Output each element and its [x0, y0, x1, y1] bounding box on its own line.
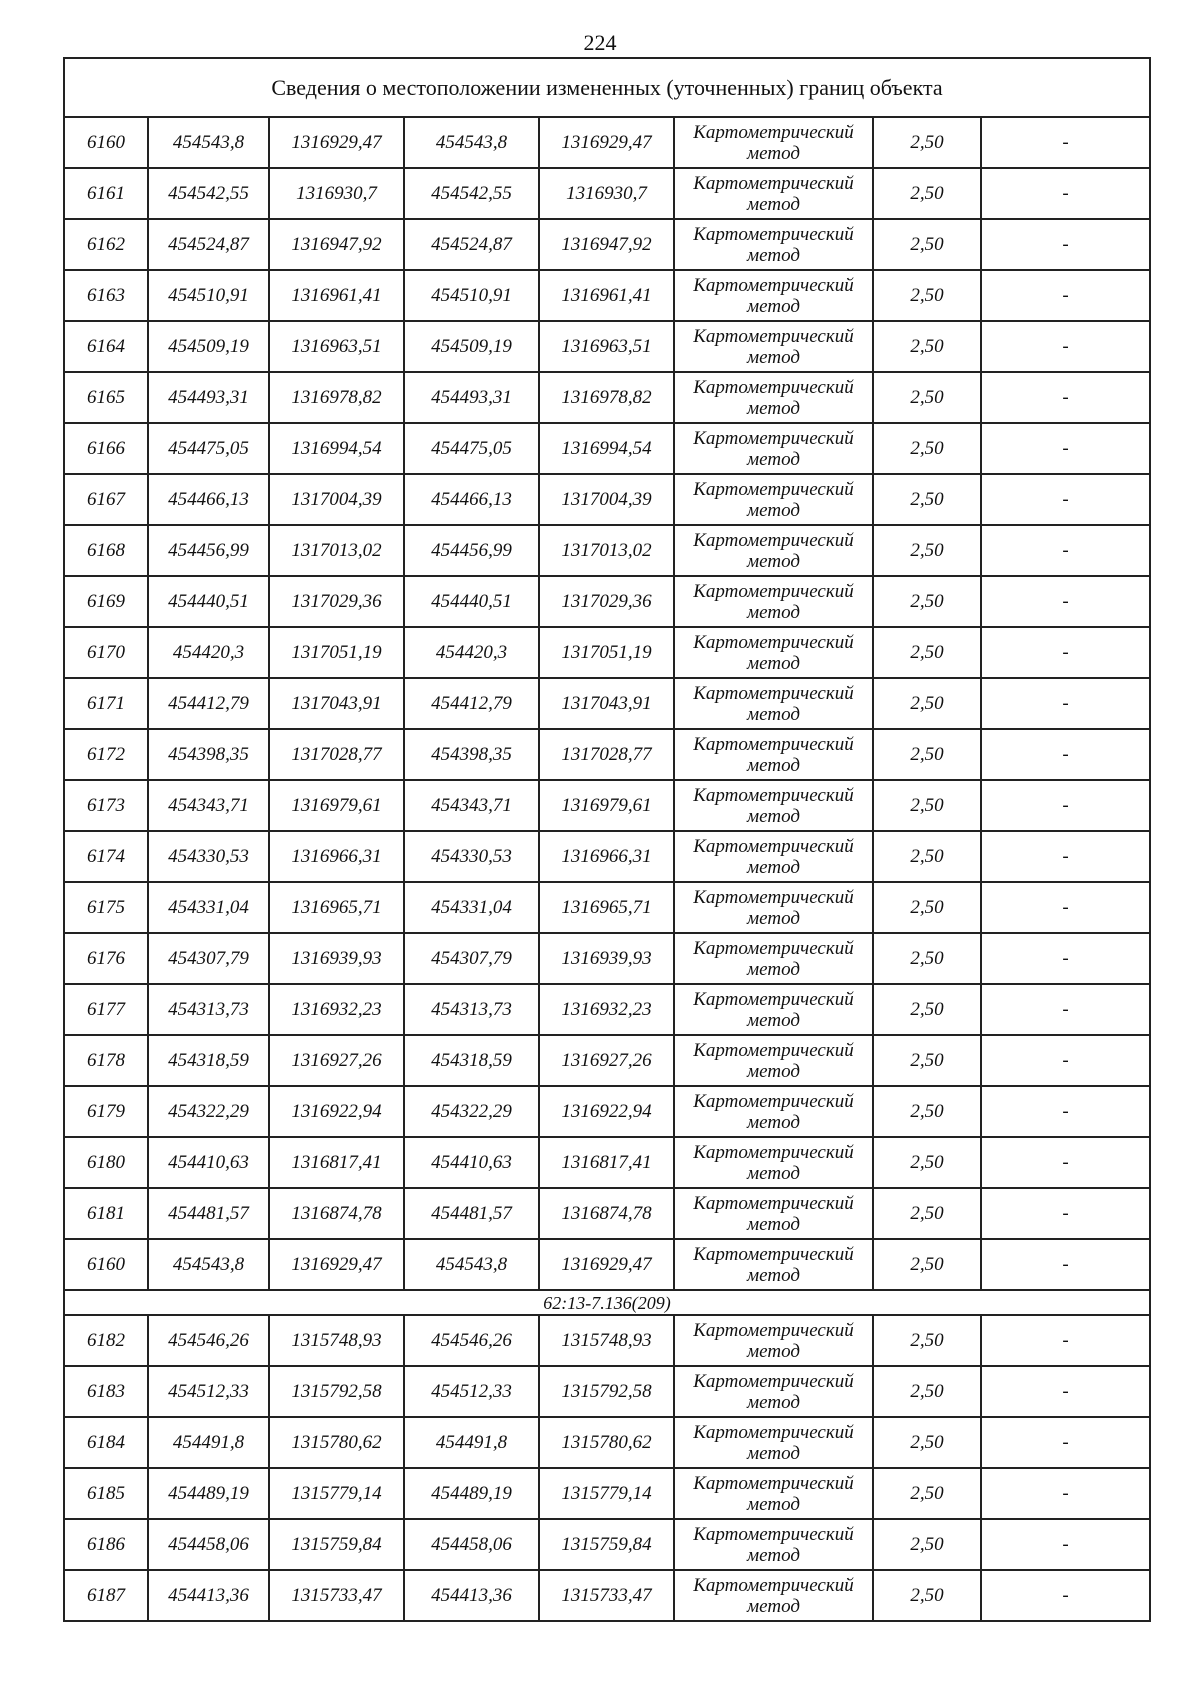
y-existing-cell: 1317051,19 [269, 627, 404, 678]
x-refined-cell: 454398,35 [404, 729, 539, 780]
y-refined-cell: 1317013,02 [539, 525, 674, 576]
method-cell: Картометрический метод [674, 780, 873, 831]
table-row [64, 1188, 1150, 1239]
point-number-cell: 6185 [64, 1468, 148, 1519]
y-existing-cell: 1316922,94 [269, 1086, 404, 1137]
x-refined-cell: 454331,04 [404, 882, 539, 933]
y-refined-cell: 1315779,14 [539, 1468, 674, 1519]
description-cell: - [981, 117, 1150, 168]
x-existing-cell: 454307,79 [148, 933, 269, 984]
accuracy-cell: 2,50 [873, 1417, 981, 1468]
y-existing-cell: 1316927,26 [269, 1035, 404, 1086]
method-cell: Картометрический метод [674, 1519, 873, 1570]
point-number-cell: 6176 [64, 933, 148, 984]
table-title: Сведения о местоположении измененных (уточненных) границ объекта [64, 58, 1150, 117]
x-existing-cell: 454493,31 [148, 372, 269, 423]
y-refined-cell: 1316979,61 [539, 780, 674, 831]
x-existing-cell: 454420,3 [148, 627, 269, 678]
x-existing-cell: 454456,99 [148, 525, 269, 576]
table-row [64, 1239, 1150, 1290]
table-row [64, 627, 1150, 678]
x-refined-cell: 454489,19 [404, 1468, 539, 1519]
accuracy-cell: 2,50 [873, 882, 981, 933]
x-refined-cell: 454542,55 [404, 168, 539, 219]
description-cell: - [981, 525, 1150, 576]
y-refined-cell: 1315759,84 [539, 1519, 674, 1570]
method-cell: Картометрический метод [674, 729, 873, 780]
description-cell: - [981, 1137, 1150, 1188]
table-row [64, 984, 1150, 1035]
y-refined-cell: 1316927,26 [539, 1035, 674, 1086]
method-cell: Картометрический метод [674, 117, 873, 168]
point-number-cell: 6166 [64, 423, 148, 474]
description-cell: - [981, 372, 1150, 423]
y-existing-cell: 1315779,14 [269, 1468, 404, 1519]
x-refined-cell: 454343,71 [404, 780, 539, 831]
method-cell: Картометрический метод [674, 1086, 873, 1137]
x-refined-cell: 454412,79 [404, 678, 539, 729]
x-refined-cell: 454475,05 [404, 423, 539, 474]
method-cell: Картометрический метод [674, 576, 873, 627]
x-existing-cell: 454330,53 [148, 831, 269, 882]
x-existing-cell: 454322,29 [148, 1086, 269, 1137]
y-existing-cell: 1315759,84 [269, 1519, 404, 1570]
section-row [64, 1290, 1150, 1315]
description-cell: - [981, 1519, 1150, 1570]
point-number-cell: 6177 [64, 984, 148, 1035]
y-existing-cell: 1316930,7 [269, 168, 404, 219]
y-existing-cell: 1316994,54 [269, 423, 404, 474]
accuracy-cell: 2,50 [873, 1315, 981, 1366]
x-refined-cell: 454512,33 [404, 1366, 539, 1417]
description-cell: - [981, 1035, 1150, 1086]
table-row [64, 1315, 1150, 1366]
x-existing-cell: 454318,59 [148, 1035, 269, 1086]
table-row [64, 372, 1150, 423]
accuracy-cell: 2,50 [873, 474, 981, 525]
y-existing-cell: 1315748,93 [269, 1315, 404, 1366]
method-cell: Картометрический метод [674, 474, 873, 525]
point-number-cell: 6181 [64, 1188, 148, 1239]
table-row [64, 219, 1150, 270]
y-refined-cell: 1316874,78 [539, 1188, 674, 1239]
y-existing-cell: 1315733,47 [269, 1570, 404, 1621]
table-row [64, 780, 1150, 831]
method-cell: Картометрический метод [674, 219, 873, 270]
y-existing-cell: 1316929,47 [269, 1239, 404, 1290]
x-existing-cell: 454491,8 [148, 1417, 269, 1468]
y-existing-cell: 1317029,36 [269, 576, 404, 627]
x-refined-cell: 454440,51 [404, 576, 539, 627]
description-cell: - [981, 1315, 1150, 1366]
accuracy-cell: 2,50 [873, 1570, 981, 1621]
y-refined-cell: 1316947,92 [539, 219, 674, 270]
x-refined-cell: 454493,31 [404, 372, 539, 423]
x-existing-cell: 454512,33 [148, 1366, 269, 1417]
y-refined-cell: 1317043,91 [539, 678, 674, 729]
x-existing-cell: 454489,19 [148, 1468, 269, 1519]
y-refined-cell: 1317029,36 [539, 576, 674, 627]
y-refined-cell: 1316939,93 [539, 933, 674, 984]
accuracy-cell: 2,50 [873, 1086, 981, 1137]
table-row [64, 678, 1150, 729]
table-row [64, 474, 1150, 525]
description-cell: - [981, 321, 1150, 372]
x-refined-cell: 454318,59 [404, 1035, 539, 1086]
point-number-cell: 6162 [64, 219, 148, 270]
section-label: 62:13-7.136(209) [64, 1290, 1150, 1315]
method-cell: Картометрический метод [674, 1366, 873, 1417]
accuracy-cell: 2,50 [873, 627, 981, 678]
y-refined-cell: 1317004,39 [539, 474, 674, 525]
y-existing-cell: 1316978,82 [269, 372, 404, 423]
y-refined-cell: 1317051,19 [539, 627, 674, 678]
x-existing-cell: 454343,71 [148, 780, 269, 831]
method-cell: Картометрический метод [674, 1468, 873, 1519]
point-number-cell: 6161 [64, 168, 148, 219]
y-refined-cell: 1315748,93 [539, 1315, 674, 1366]
description-cell: - [981, 780, 1150, 831]
table-row [64, 1417, 1150, 1468]
method-cell: Картометрический метод [674, 831, 873, 882]
accuracy-cell: 2,50 [873, 423, 981, 474]
y-refined-cell: 1316963,51 [539, 321, 674, 372]
y-existing-cell: 1316947,92 [269, 219, 404, 270]
accuracy-cell: 2,50 [873, 1468, 981, 1519]
table-row [64, 1086, 1150, 1137]
y-existing-cell: 1316965,71 [269, 882, 404, 933]
accuracy-cell: 2,50 [873, 321, 981, 372]
y-refined-cell: 1316817,41 [539, 1137, 674, 1188]
description-cell: - [981, 576, 1150, 627]
method-cell: Картометрический метод [674, 423, 873, 474]
accuracy-cell: 2,50 [873, 984, 981, 1035]
method-cell: Картометрический метод [674, 1188, 873, 1239]
description-cell: - [981, 627, 1150, 678]
y-refined-cell: 1316961,41 [539, 270, 674, 321]
y-refined-cell: 1316929,47 [539, 1239, 674, 1290]
accuracy-cell: 2,50 [873, 1519, 981, 1570]
method-cell: Картометрический метод [674, 321, 873, 372]
description-cell: - [981, 474, 1150, 525]
x-refined-cell: 454481,57 [404, 1188, 539, 1239]
point-number-cell: 6182 [64, 1315, 148, 1366]
x-refined-cell: 454509,19 [404, 321, 539, 372]
y-refined-cell: 1315780,62 [539, 1417, 674, 1468]
point-number-cell: 6173 [64, 780, 148, 831]
x-refined-cell: 454456,99 [404, 525, 539, 576]
accuracy-cell: 2,50 [873, 1366, 981, 1417]
method-cell: Картометрический метод [674, 933, 873, 984]
y-existing-cell: 1316966,31 [269, 831, 404, 882]
point-number-cell: 6160 [64, 1239, 148, 1290]
y-refined-cell: 1316929,47 [539, 117, 674, 168]
point-number-cell: 6174 [64, 831, 148, 882]
point-number-cell: 6180 [64, 1137, 148, 1188]
description-cell: - [981, 933, 1150, 984]
table-row [64, 1468, 1150, 1519]
y-existing-cell: 1316932,23 [269, 984, 404, 1035]
description-cell: - [981, 882, 1150, 933]
method-cell: Картометрический метод [674, 1035, 873, 1086]
page-number: 224 [583, 30, 617, 55]
x-refined-cell: 454313,73 [404, 984, 539, 1035]
point-number-cell: 6184 [64, 1417, 148, 1468]
y-refined-cell: 1317028,77 [539, 729, 674, 780]
accuracy-cell: 2,50 [873, 831, 981, 882]
description-cell: - [981, 1570, 1150, 1621]
description-cell: - [981, 423, 1150, 474]
description-cell: - [981, 1366, 1150, 1417]
x-refined-cell: 454413,36 [404, 1570, 539, 1621]
point-number-cell: 6179 [64, 1086, 148, 1137]
accuracy-cell: 2,50 [873, 576, 981, 627]
point-number-cell: 6164 [64, 321, 148, 372]
x-existing-cell: 454398,35 [148, 729, 269, 780]
method-cell: Картометрический метод [674, 168, 873, 219]
x-refined-cell: 454466,13 [404, 474, 539, 525]
x-refined-cell: 454420,3 [404, 627, 539, 678]
y-existing-cell: 1316817,41 [269, 1137, 404, 1188]
point-number-cell: 6175 [64, 882, 148, 933]
accuracy-cell: 2,50 [873, 729, 981, 780]
point-number-cell: 6183 [64, 1366, 148, 1417]
x-existing-cell: 454331,04 [148, 882, 269, 933]
boundary-coordinates-table [63, 57, 1151, 1622]
x-existing-cell: 454412,79 [148, 678, 269, 729]
y-existing-cell: 1316963,51 [269, 321, 404, 372]
x-existing-cell: 454543,8 [148, 1239, 269, 1290]
x-refined-cell: 454546,26 [404, 1315, 539, 1366]
point-number-cell: 6178 [64, 1035, 148, 1086]
table-row [64, 525, 1150, 576]
x-refined-cell: 454330,53 [404, 831, 539, 882]
table-row [64, 576, 1150, 627]
method-cell: Картометрический метод [674, 372, 873, 423]
table-row [64, 933, 1150, 984]
point-number-cell: 6167 [64, 474, 148, 525]
y-existing-cell: 1316874,78 [269, 1188, 404, 1239]
description-cell: - [981, 729, 1150, 780]
x-refined-cell: 454543,8 [404, 117, 539, 168]
x-existing-cell: 454543,8 [148, 117, 269, 168]
description-cell: - [981, 984, 1150, 1035]
description-cell: - [981, 1468, 1150, 1519]
y-refined-cell: 1316966,31 [539, 831, 674, 882]
x-existing-cell: 454440,51 [148, 576, 269, 627]
point-number-cell: 6186 [64, 1519, 148, 1570]
x-existing-cell: 454546,26 [148, 1315, 269, 1366]
point-number-cell: 6163 [64, 270, 148, 321]
accuracy-cell: 2,50 [873, 1035, 981, 1086]
y-existing-cell: 1315780,62 [269, 1417, 404, 1468]
accuracy-cell: 2,50 [873, 1188, 981, 1239]
table-row [64, 117, 1150, 168]
x-refined-cell: 454510,91 [404, 270, 539, 321]
description-cell: - [981, 678, 1150, 729]
table-row [64, 882, 1150, 933]
x-existing-cell: 454509,19 [148, 321, 269, 372]
x-refined-cell: 454491,8 [404, 1417, 539, 1468]
description-cell: - [981, 1086, 1150, 1137]
point-number-cell: 6168 [64, 525, 148, 576]
x-existing-cell: 454475,05 [148, 423, 269, 474]
y-existing-cell: 1316961,41 [269, 270, 404, 321]
description-cell: - [981, 219, 1150, 270]
accuracy-cell: 2,50 [873, 168, 981, 219]
table-row [64, 168, 1150, 219]
y-refined-cell: 1316930,7 [539, 168, 674, 219]
accuracy-cell: 2,50 [873, 780, 981, 831]
y-refined-cell: 1316932,23 [539, 984, 674, 1035]
y-refined-cell: 1316978,82 [539, 372, 674, 423]
table-row [64, 1570, 1150, 1621]
x-existing-cell: 454466,13 [148, 474, 269, 525]
method-cell: Картометрический метод [674, 882, 873, 933]
y-existing-cell: 1317004,39 [269, 474, 404, 525]
method-cell: Картометрический метод [674, 1417, 873, 1468]
method-cell: Картометрический метод [674, 1239, 873, 1290]
method-cell: Картометрический метод [674, 1315, 873, 1366]
method-cell: Картометрический метод [674, 525, 873, 576]
point-number-cell: 6169 [64, 576, 148, 627]
y-existing-cell: 1316939,93 [269, 933, 404, 984]
accuracy-cell: 2,50 [873, 678, 981, 729]
accuracy-cell: 2,50 [873, 1239, 981, 1290]
y-refined-cell: 1315792,58 [539, 1366, 674, 1417]
description-cell: - [981, 1417, 1150, 1468]
method-cell: Картометрический метод [674, 627, 873, 678]
accuracy-cell: 2,50 [873, 1137, 981, 1188]
table-row [64, 729, 1150, 780]
table-row [64, 1366, 1150, 1417]
y-existing-cell: 1317013,02 [269, 525, 404, 576]
table-title-row [64, 58, 1150, 117]
table-row [64, 831, 1150, 882]
x-refined-cell: 454458,06 [404, 1519, 539, 1570]
y-refined-cell: 1316922,94 [539, 1086, 674, 1137]
method-cell: Картометрический метод [674, 678, 873, 729]
method-cell: Картометрический метод [674, 984, 873, 1035]
y-existing-cell: 1317043,91 [269, 678, 404, 729]
x-existing-cell: 454313,73 [148, 984, 269, 1035]
x-refined-cell: 454524,87 [404, 219, 539, 270]
x-refined-cell: 454410,63 [404, 1137, 539, 1188]
method-cell: Картометрический метод [674, 270, 873, 321]
x-existing-cell: 454413,36 [148, 1570, 269, 1621]
y-refined-cell: 1316994,54 [539, 423, 674, 474]
table-row [64, 1137, 1150, 1188]
point-number-cell: 6187 [64, 1570, 148, 1621]
point-number-cell: 6170 [64, 627, 148, 678]
y-existing-cell: 1315792,58 [269, 1366, 404, 1417]
point-number-cell: 6165 [64, 372, 148, 423]
description-cell: - [981, 168, 1150, 219]
accuracy-cell: 2,50 [873, 219, 981, 270]
accuracy-cell: 2,50 [873, 270, 981, 321]
table-row [64, 1519, 1150, 1570]
description-cell: - [981, 270, 1150, 321]
table-row [64, 321, 1150, 372]
y-refined-cell: 1316965,71 [539, 882, 674, 933]
y-existing-cell: 1316979,61 [269, 780, 404, 831]
description-cell: - [981, 831, 1150, 882]
accuracy-cell: 2,50 [873, 525, 981, 576]
accuracy-cell: 2,50 [873, 117, 981, 168]
table-row [64, 1035, 1150, 1086]
description-cell: - [981, 1188, 1150, 1239]
x-existing-cell: 454458,06 [148, 1519, 269, 1570]
method-cell: Картометрический метод [674, 1570, 873, 1621]
x-refined-cell: 454322,29 [404, 1086, 539, 1137]
point-number-cell: 6171 [64, 678, 148, 729]
point-number-cell: 6160 [64, 117, 148, 168]
y-refined-cell: 1315733,47 [539, 1570, 674, 1621]
table-row [64, 270, 1150, 321]
description-cell: - [981, 1239, 1150, 1290]
x-existing-cell: 454542,55 [148, 168, 269, 219]
x-existing-cell: 454481,57 [148, 1188, 269, 1239]
x-existing-cell: 454510,91 [148, 270, 269, 321]
x-existing-cell: 454524,87 [148, 219, 269, 270]
accuracy-cell: 2,50 [873, 372, 981, 423]
y-existing-cell: 1317028,77 [269, 729, 404, 780]
method-cell: Картометрический метод [674, 1137, 873, 1188]
x-existing-cell: 454410,63 [148, 1137, 269, 1188]
accuracy-cell: 2,50 [873, 933, 981, 984]
x-refined-cell: 454543,8 [404, 1239, 539, 1290]
x-refined-cell: 454307,79 [404, 933, 539, 984]
table-row [64, 423, 1150, 474]
y-existing-cell: 1316929,47 [269, 117, 404, 168]
point-number-cell: 6172 [64, 729, 148, 780]
